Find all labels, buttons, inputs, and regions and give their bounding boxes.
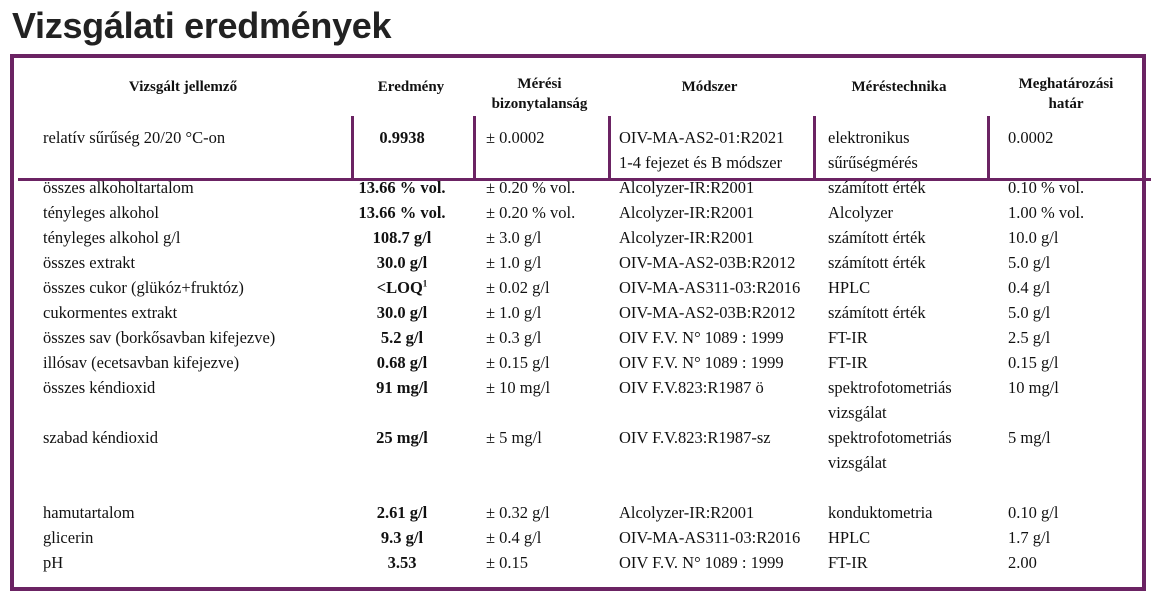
cell-method: Alcolyzer-IR:R2001 bbox=[619, 503, 755, 522]
header-detection-limit: Meghatározási határ bbox=[1018, 76, 1114, 112]
cell-method: OIV-MA-AS311-03:R2016 bbox=[619, 278, 801, 297]
cell-parameter: tényleges alkohol g/l bbox=[43, 228, 181, 247]
cell-result: 3.53 bbox=[387, 553, 417, 572]
cell-uncertainty: ± 0.20 % vol. bbox=[486, 203, 576, 222]
cell-technique: vizsgálat bbox=[828, 403, 887, 422]
cell-method: OIV-MA-AS311-03:R2016 bbox=[619, 528, 801, 547]
cell-result: 2.61 g/l bbox=[376, 503, 428, 522]
cell-detection-limit: 5.0 g/l bbox=[1008, 253, 1051, 272]
cell-parameter: tényleges alkohol bbox=[43, 203, 159, 222]
cell-result: 91 mg/l bbox=[376, 378, 428, 397]
column-divider bbox=[813, 116, 816, 178]
cell-result: 25 mg/l bbox=[376, 428, 428, 447]
cell-parameter: illósav (ecetsavban kifejezve) bbox=[43, 353, 240, 372]
cell-result: 108.7 g/l bbox=[372, 228, 432, 247]
cell-result bbox=[347, 275, 457, 300]
cell-technique: sűrűségmérés bbox=[828, 153, 918, 172]
cell-uncertainty: ± 1.0 g/l bbox=[486, 253, 542, 272]
cell-detection-limit: 0.10 g/l bbox=[1008, 503, 1059, 522]
cell-detection-limit: 5 mg/l bbox=[1008, 428, 1051, 447]
cell-uncertainty: ± 0.3 g/l bbox=[486, 328, 542, 347]
cell-parameter: összes alkoholtartalom bbox=[43, 178, 194, 197]
cell-detection-limit: 2.5 g/l bbox=[1008, 328, 1051, 347]
cell-parameter: szabad kéndioxid bbox=[43, 428, 159, 447]
cell-result-value: <LOQ bbox=[376, 278, 423, 297]
cell-result: 0.9938 bbox=[379, 128, 425, 147]
cell-detection-limit: 0.10 % vol. bbox=[1008, 178, 1085, 197]
cell-technique: Alcolyzer bbox=[828, 203, 894, 222]
cell-uncertainty: ± 5 mg/l bbox=[486, 428, 542, 447]
header-uncertainty: Mérési bizonytalanság bbox=[491, 76, 588, 112]
cell-method: OIV-MA-AS2-01:R2021 bbox=[619, 128, 785, 147]
cell-uncertainty: ± 3.0 g/l bbox=[486, 228, 542, 247]
cell-detection-limit: 2.00 bbox=[1008, 553, 1037, 572]
cell-technique: számított érték bbox=[828, 303, 926, 322]
cell-uncertainty: ± 0.15 g/l bbox=[486, 353, 550, 372]
cell-result: 5.2 g/l bbox=[380, 328, 424, 347]
cell-method: OIV F.V. N° 1089 : 1999 bbox=[619, 353, 784, 372]
cell-method: OIV-MA-AS2-03B:R2012 bbox=[619, 303, 796, 322]
cell-uncertainty: ± 0.4 g/l bbox=[486, 528, 542, 547]
cell-uncertainty: ± 0.0002 bbox=[486, 128, 545, 147]
cell-technique: spektrofotometriás bbox=[828, 378, 952, 397]
cell-technique: számított érték bbox=[828, 228, 926, 247]
cell-method: OIV F.V.823:R1987 ö bbox=[619, 378, 764, 397]
cell-detection-limit: 5.0 g/l bbox=[1008, 303, 1051, 322]
header-method: Módszer bbox=[681, 79, 738, 95]
cell-result: 30.0 g/l bbox=[376, 303, 428, 322]
header-technique: Méréstechnika bbox=[851, 79, 947, 95]
cell-uncertainty: ± 10 mg/l bbox=[486, 378, 551, 397]
cell-technique: FT-IR bbox=[828, 553, 868, 572]
cell-method: OIV F.V. N° 1089 : 1999 bbox=[619, 328, 784, 347]
cell-parameter: hamutartalom bbox=[43, 503, 135, 522]
cell-parameter: cukormentes extrakt bbox=[43, 303, 178, 322]
footnote-marker: 1 bbox=[422, 278, 428, 289]
cell-result: 13.66 % vol. bbox=[358, 203, 446, 222]
cell-detection-limit: 1.7 g/l bbox=[1008, 528, 1051, 547]
cell-uncertainty: ± 1.0 g/l bbox=[486, 303, 542, 322]
cell-uncertainty: ± 0.20 % vol. bbox=[486, 178, 576, 197]
cell-parameter: összes sav (borkősavban kifejezve) bbox=[43, 328, 276, 347]
cell-technique: elektronikus bbox=[828, 128, 910, 147]
cell-parameter: összes cukor (glükóz+fruktóz) bbox=[43, 278, 244, 297]
page-title: Vizsgálati eredmények bbox=[12, 5, 392, 46]
cell-detection-limit: 1.00 % vol. bbox=[1008, 203, 1085, 222]
cell-uncertainty: ± 0.02 g/l bbox=[486, 278, 550, 297]
cell-detection-limit: 0.0002 bbox=[1008, 128, 1054, 147]
cell-technique: vizsgálat bbox=[828, 453, 887, 472]
cell-result: 30.0 g/l bbox=[376, 253, 428, 272]
cell-result: 9.3 g/l bbox=[380, 528, 424, 547]
cell-detection-limit: 10.0 g/l bbox=[1008, 228, 1059, 247]
cell-method: Alcolyzer-IR:R2001 bbox=[619, 228, 755, 247]
cell-result: 0.68 g/l bbox=[376, 353, 428, 372]
header-parameter: Vizsgált jellemző bbox=[128, 79, 238, 95]
column-divider bbox=[473, 116, 476, 178]
cell-technique: FT-IR bbox=[828, 353, 868, 372]
cell-detection-limit: 0.15 g/l bbox=[1008, 353, 1059, 372]
cell-parameter: glicerin bbox=[43, 528, 94, 547]
cell-technique: spektrofotometriás bbox=[828, 428, 952, 447]
cell-method: Alcolyzer-IR:R2001 bbox=[619, 178, 755, 197]
cell-technique: FT-IR bbox=[828, 328, 868, 347]
cell-parameter: pH bbox=[43, 553, 64, 572]
column-divider bbox=[987, 116, 990, 178]
cell-uncertainty: ± 0.32 g/l bbox=[486, 503, 550, 522]
cell-method: OIV-MA-AS2-03B:R2012 bbox=[619, 253, 796, 272]
cell-technique: HPLC bbox=[828, 528, 871, 547]
cell-technique: konduktometria bbox=[828, 503, 933, 522]
cell-method: OIV F.V. N° 1089 : 1999 bbox=[619, 553, 784, 572]
cell-method: Alcolyzer-IR:R2001 bbox=[619, 203, 755, 222]
cell-technique: számított érték bbox=[828, 178, 926, 197]
cell-parameter: összes kéndioxid bbox=[43, 378, 156, 397]
header-result: Eredmény bbox=[377, 79, 445, 95]
cell-technique: HPLC bbox=[828, 278, 871, 297]
cell-parameter: összes extrakt bbox=[43, 253, 136, 272]
cell-result: 13.66 % vol. bbox=[358, 178, 446, 197]
cell-uncertainty: ± 0.15 bbox=[486, 553, 529, 572]
cell-technique: számított érték bbox=[828, 253, 926, 272]
cell-method: OIV F.V.823:R1987-sz bbox=[619, 428, 771, 447]
cell-detection-limit: 10 mg/l bbox=[1008, 378, 1059, 397]
cell-method: 1-4 fejezet és B módszer bbox=[619, 153, 783, 172]
column-divider bbox=[608, 116, 611, 178]
cell-parameter: relatív sűrűség 20/20 °C-on bbox=[43, 128, 226, 147]
cell-detection-limit: 0.4 g/l bbox=[1008, 278, 1051, 297]
